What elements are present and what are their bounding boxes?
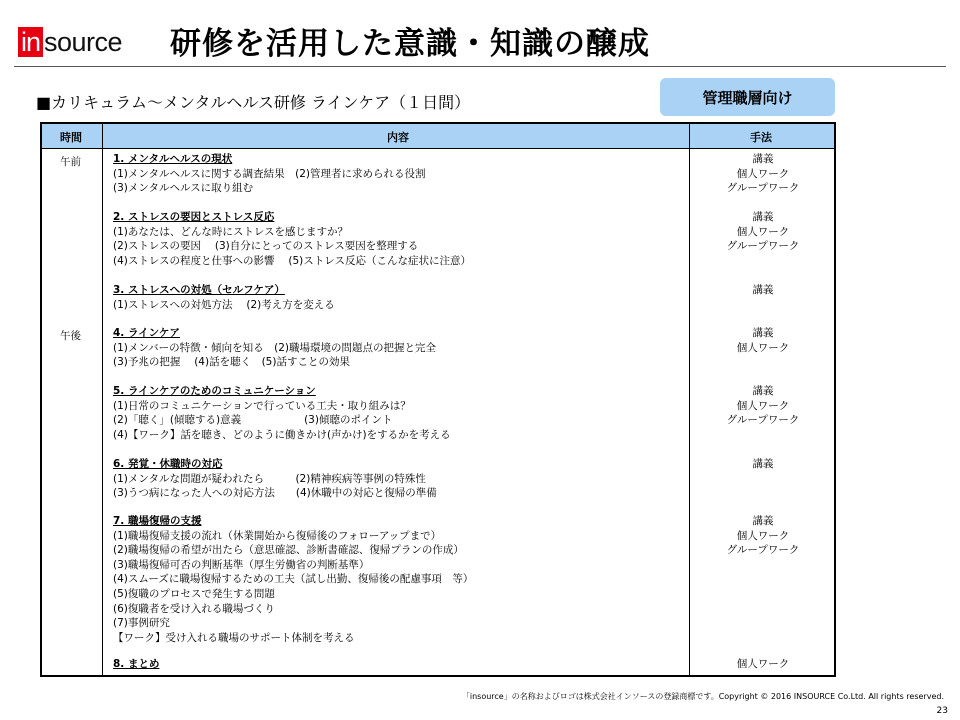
section-item: (5)復職のプロセスで発生する問題 xyxy=(113,587,275,600)
section-item: (1)メンタルな問題が疑われたら (2)精神疾病等事例の特殊性 xyxy=(113,472,426,485)
logo-highlight: in xyxy=(18,27,43,57)
method-item: 個人ワーク xyxy=(736,225,790,238)
method-item: 講義 xyxy=(752,385,774,397)
method-cell xyxy=(690,152,836,196)
section-item: (3)予兆の把握 (4)話を聴く (5)話すことの効果 xyxy=(113,356,350,369)
method-item: グループワーク xyxy=(726,414,800,427)
method-item: グループワーク xyxy=(726,544,800,557)
section-title: 3. ストレスへの対処（セルフケア） xyxy=(113,284,285,296)
column-divider-time xyxy=(102,124,103,675)
section-title: 7. 職場復帰の支援 xyxy=(113,515,202,527)
section-title: 6. 発覚・休職時の対応 xyxy=(113,458,223,470)
target-audience-badge: 管理職層向け xyxy=(660,78,835,116)
method-item: 個人ワーク xyxy=(736,658,790,670)
section-item: (6)復職者を受け入れる職場づくり xyxy=(113,602,275,615)
method-item: 個人ワーク xyxy=(736,341,790,354)
page-title: 研修を活用した意識・知識の醸成 xyxy=(170,26,650,62)
copyright-footer: 「insource」の名称およびロゴは株式会社インソースの登録商標です。Copyright © 2016 INSOURCE Co.Ltd. All rights reserved. xyxy=(461,692,944,701)
curriculum-section xyxy=(113,457,437,501)
method-cell xyxy=(690,283,836,298)
section-item: (4)スムーズに職場復帰するための工夫（試し出勤、復帰後の配慮事項 等） xyxy=(113,573,474,586)
section-title: 4. ラインケア xyxy=(113,327,180,339)
curriculum-section xyxy=(113,514,473,645)
section-item: (3)メンタルヘルスに取り組む xyxy=(113,182,254,195)
method-cell xyxy=(690,326,836,355)
curriculum-section xyxy=(113,384,451,442)
table-header xyxy=(42,124,834,149)
method-item: グループワーク xyxy=(726,182,800,195)
method-cell xyxy=(690,384,836,428)
method-item: 講義 xyxy=(752,153,774,165)
method-item: 講義 xyxy=(752,458,774,470)
section-item: (2)職場復帰の希望が出たら（意思確認、診断書確認、復帰プランの作成） xyxy=(113,544,464,557)
section-item: (4)【ワーク】話を聴き、どのように働きかけ(声かけ)をするかを考える xyxy=(113,428,451,441)
method-item: 講義 xyxy=(752,327,774,339)
section-item: (2)ストレスの要因 (3)自分にとってのストレス要因を整理する xyxy=(113,240,419,253)
method-item: 個人ワーク xyxy=(736,167,790,180)
section-title: 2. ストレスの要因とストレス反応 xyxy=(113,211,275,223)
header-content: 内容 xyxy=(387,131,409,144)
insource-logo xyxy=(18,27,122,57)
section-item: 【ワーク】受け入れる職場のサポート体制を考える xyxy=(113,631,355,644)
curriculum-section xyxy=(113,283,335,312)
method-item: 講義 xyxy=(752,284,774,296)
method-cell xyxy=(690,514,836,558)
time-morning: 午前 xyxy=(60,156,81,168)
section-item: (1)日常のコミュニケーションで行っている工夫・取り組みは？ xyxy=(113,399,411,412)
curriculum-subtitle: ■カリキュラム～メンタルヘルス研修 ラインケア（１日間） xyxy=(36,93,471,112)
curriculum-section xyxy=(113,152,426,196)
method-item: 講義 xyxy=(752,211,774,223)
time-afternoon: 午後 xyxy=(60,330,81,342)
section-title: 1. メンタルヘルスの現状 xyxy=(113,153,233,165)
section-item: (3)うつ病になった人への対応方法 (4)休職中の対応と復帰の準備 xyxy=(113,487,437,500)
title-divider xyxy=(14,66,946,67)
section-item: (7)事例研究 xyxy=(113,617,170,630)
method-item: 個人ワーク xyxy=(736,399,790,412)
header-method: 手法 xyxy=(750,131,772,144)
section-title: 5. ラインケアのためのコミュニケーション xyxy=(113,385,316,397)
section-item: (4)ストレスの程度と仕事への影響 (5)ストレス反応（こんな症状に注意） xyxy=(113,254,471,267)
method-item: 講義 xyxy=(752,515,774,527)
page-number: 23 xyxy=(936,706,948,716)
section-item: (1)あなたは、どんな時にストレスを感じますか？ xyxy=(113,225,349,238)
curriculum-section xyxy=(113,210,471,268)
method-cell xyxy=(690,657,836,672)
logo-text: source xyxy=(44,27,123,57)
method-cell xyxy=(690,210,836,254)
section-item: (1)メンバーの特徴・傾向を知る (2)職場環境の問題点の把握と完全 xyxy=(113,341,437,354)
section-item: (1)ストレスへの対処方法 (2)考え方を変える xyxy=(113,298,335,311)
section-item: (3)職場復帰可否の判断基準（厚生労働省の判断基準） xyxy=(113,558,370,571)
curriculum-section xyxy=(113,657,159,672)
method-item: 個人ワーク xyxy=(736,529,790,542)
section-item: (1)職場復帰支援の流れ（休業開始から復帰後のフォローアップまで） xyxy=(113,529,442,542)
section-item: (2)「聴く」(傾聴する)意義 (3)傾聴のポイント xyxy=(113,414,393,427)
section-title: 8. まとめ xyxy=(113,658,160,670)
curriculum-section xyxy=(113,326,436,370)
method-item: グループワーク xyxy=(726,240,800,253)
curriculum-table xyxy=(40,122,836,677)
header-time: 時間 xyxy=(60,131,82,144)
method-cell xyxy=(690,457,836,472)
section-item: (1)メンタルヘルスに関する調査結果 (2)管理者に求められる役割 xyxy=(113,167,426,180)
